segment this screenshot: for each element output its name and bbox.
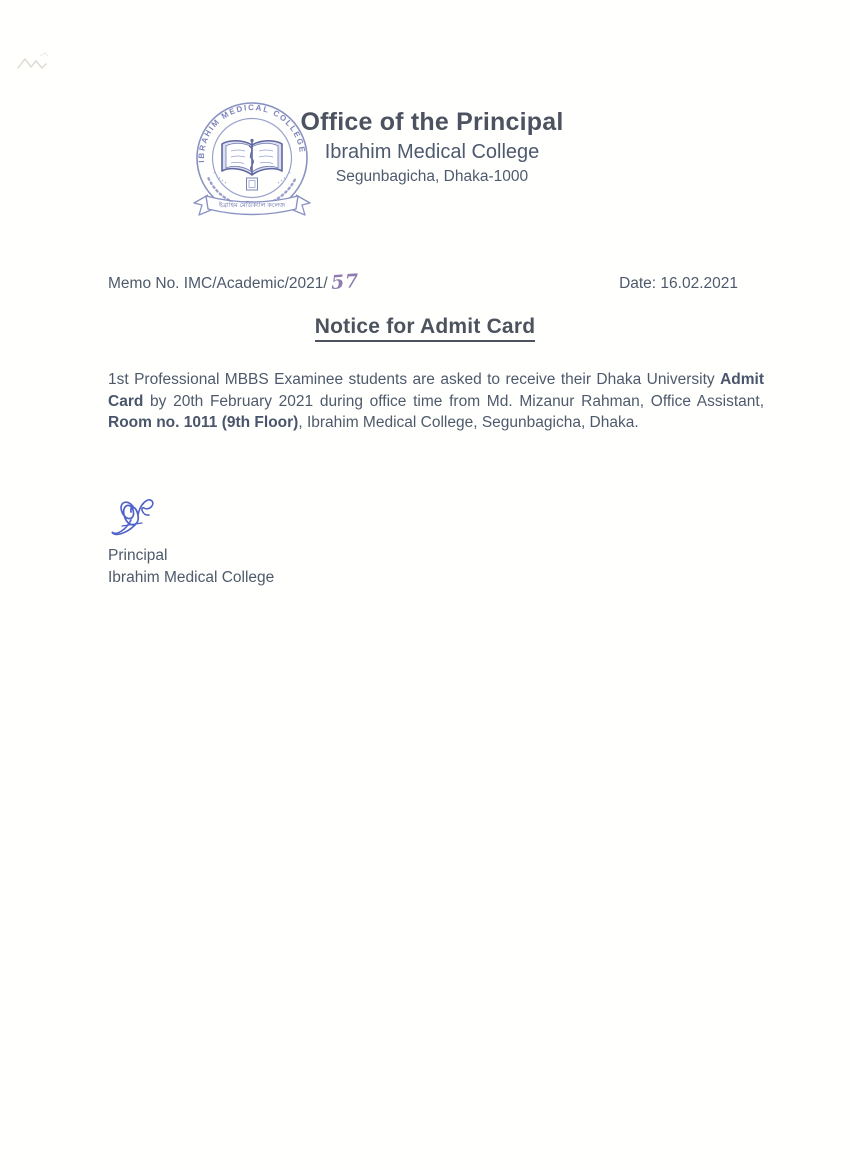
body-segment: , Ibrahim Medical College, Segunbagicha, Dhaka.	[298, 414, 639, 431]
memo-date: Date: 16.02.2021	[619, 275, 738, 292]
letterhead-address-line: Segunbagicha, Dhaka-1000	[335, 168, 529, 185]
seal-ribbon-text: ইব্রাহিম মেডিক্যাল কলেজ	[218, 202, 286, 209]
notice-title: Notice for Admit Card	[315, 315, 535, 342]
principal-signature-ink	[104, 496, 180, 552]
body-segment-bold-room: Room no. 1011 (9th Floor)	[108, 414, 299, 431]
signature-organization: Ibrahim Medical College	[108, 569, 275, 586]
body-segment: 1st Professional MBBS Examinee students are asked to receive their Dhaka University	[108, 371, 721, 388]
body-segment-bold-admit-card: Admit Card	[108, 371, 764, 410]
memo-handwritten-number: 57	[329, 270, 360, 294]
notice-title-wrap	[0, 315, 850, 342]
memo-number	[108, 271, 359, 293]
pencil-scan-mark	[12, 46, 58, 76]
letterhead	[0, 106, 850, 188]
memo-row	[108, 271, 738, 293]
body-segment: by 20th February 2021 during office time from Md. Mizanur Rahman, Office Assistant,	[143, 392, 764, 410]
signature-role: Principal	[108, 547, 168, 564]
memo-number-label: Memo No. IMC/Academic/2021/	[108, 275, 328, 292]
letterhead-office-line: Office of the Principal	[300, 108, 564, 136]
seal-ring-text: IBRAHIM MEDICAL COLLEGE	[196, 103, 307, 163]
notice-body-paragraph	[108, 369, 764, 434]
letterhead-college-line: Ibrahim Medical College	[324, 141, 540, 163]
